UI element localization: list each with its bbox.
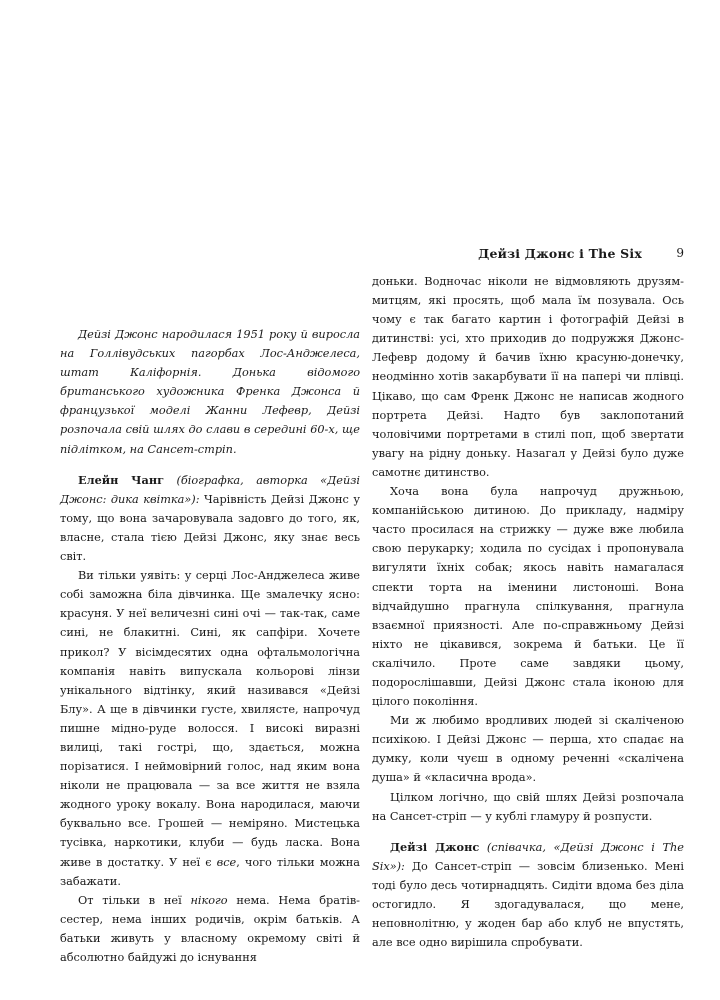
body-paragraph [60, 566, 360, 891]
daisy-jones-quote [372, 838, 684, 953]
text-run: От тільки в неї [78, 893, 191, 907]
running-title: Дейзі Джонс і The Six [478, 246, 642, 261]
body-paragraph: Хоча вона була напрочуд дружньою, компанійською дитиною. До прикладу, надміру часто просилася на стрижку — дуже вже любила свою перукарку; ходила по сусідах і пропонувала вигуляти їхніх собак; якось навіть намагалася спекти торта на іменини листоноші. Вона відчайдушно прагнула спілкування, прагнула взаємної приязності. Але по-справжньому Дейзі ніхто не цікавився, зокрема й батьки. Це її скалічило. Проте саме завдяки цьому, подорослішавши, Дейзі Джонс стала іконою для цілого покоління. [372, 485, 684, 709]
body-paragraph: Цілком логічно, що свій шлях Дейзі розпочала на Сансет-стріп — у кублі гламуру й розпусти. [372, 790, 684, 823]
text-run: , чого тільки можна забажати. [60, 855, 360, 888]
speaker-name: Елейн Чанг [78, 472, 165, 487]
page-number: 9 [676, 246, 684, 260]
text-run: Ви тільки уявіть: у серці Лос-Анджелеса живе собі заможна біла дівчинка. Ще змалечку ясно: красуня. У неї величезні сині очі — так-так, саме сині, не блакитні. Сині, як сапфіри. Хочете прикол? У вісімдесятих одна офтальмологічна компанія навіть випускала кольорові лінзи унікального відтінку, який називався «Дейзі Блу». А ще в дівчинки густе, хвилясте, напрочуд пишне мідно-руде волосся. І високі виразні вилиці, такі гострі, що, здається, можна порізатися. І неймовірний голос, над яким вона ніколи не працювала — за все життя не взяла жодного уроку вокалу. Вона народилася, маючи буквально все. Грошей — немірянo. Мистецька тусівка, наркотики, клуби — будь ласка. Вона живе в достатку. У неї є [60, 569, 360, 869]
intro-paragraph: Дейзі Джонс народилася 1951 року й виросла на Голлівудських пагорбах Лос-Анджелеса, штат Каліфорнія. Донька відомого британського художника Френка Джонса й французької моделі Жанни Лефевр, Дейзі розпочала свій шлях до слави в середині 60-х, ще підлітком, на Сансет-стріп. [60, 328, 360, 456]
body-paragraph [60, 891, 360, 967]
text-run: нема. Нема братів-сестер, нема інших родичів, окрім батьків. А батьки живуть у власному окремому світі й абсолютно байдужі до існування [60, 893, 361, 964]
right-column [372, 272, 684, 952]
speaker-role: (співачка, «Дейзі Джонс і The Six»): [372, 840, 684, 873]
elaine-chang-quote [60, 471, 360, 566]
left-column [60, 325, 360, 967]
emphasis: нікого [190, 893, 228, 907]
running-header [372, 246, 684, 266]
quote-text: Чарівність Дейзі Джонс у тому, що вона зачаровувала задовго до того, як, власне, стала тією Дейзі Джонс, яку знає весь світ. [60, 492, 360, 564]
speaker-name: Дейзі Джонс [390, 839, 480, 854]
speaker-role: (біографка, авторка «Дейзі Джонс: дика квітка»): [60, 473, 360, 506]
body-paragraph: доньки. Водночас ніколи не відмовляють друзям-митцям, які просять, щоб мала їм позувала. Ось чому є так багато картин і фотографій Дейзі в дитинстві: усі, хто приходив до подружжя Джонс-Лефевр додому й бачив їхню красуню-донечку, неодмінно хотів закарбувати її на папері чи плівці. Цікаво, що сам Френк Джонс не написав жодного портрета Дейзі. Надто був заклопотаний чоловічими портретами в стилі поп, щоб звертати увагу на рідну доньку. Назагал у Дейзі було дуже самотнє дитинство. [372, 275, 684, 479]
quote-text: До Сансет-стріп — зовсім близенько. Мені тоді було десь чотирнадцять. Сидіти вдома без діла остогидло. Я здогадувалася, що мене, неповнолітню, у жоден бар або клуб не впустять, але все одно вирішила спробувати. [372, 859, 684, 950]
emphasis: все [216, 855, 237, 869]
body-paragraph: Ми ж любимо вродливих людей зі скаліченою психікою. І Дейзі Джонс — перша, хто спадає на думку, коли чуєш в одному реченні «скалічена душа» й «класична врода». [372, 714, 684, 785]
